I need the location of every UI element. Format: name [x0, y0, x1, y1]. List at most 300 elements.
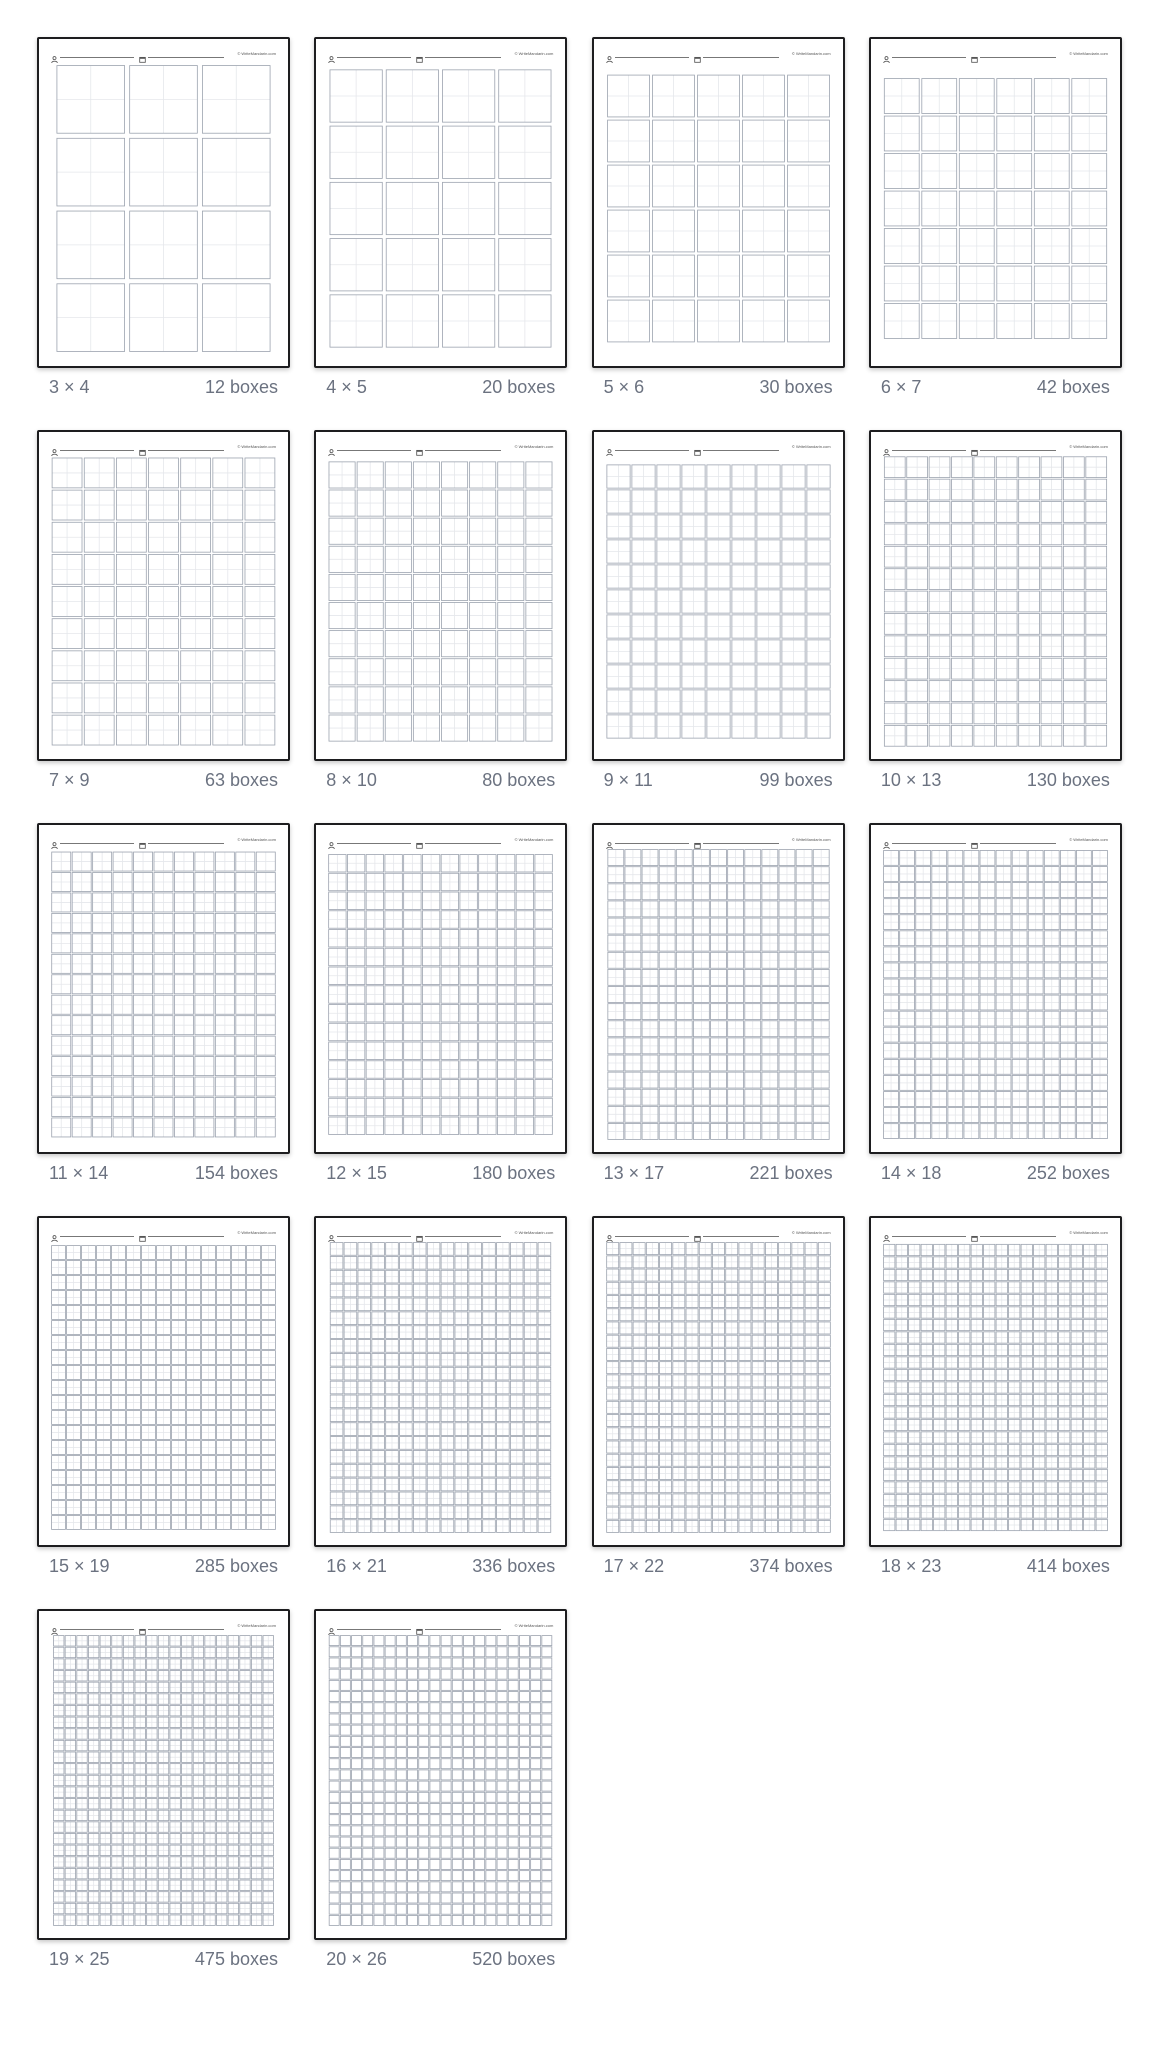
practice-box: [329, 1080, 346, 1097]
practice-box: [752, 1362, 764, 1374]
practice-box: [443, 295, 495, 347]
practice-box: [900, 1043, 915, 1058]
practice-box: [813, 969, 829, 985]
practice-box: [414, 1353, 427, 1366]
worksheet-preview[interactable]: [592, 1216, 845, 1547]
practice-box: [1019, 591, 1040, 612]
worksheet-preview[interactable]: [314, 1216, 567, 1547]
practice-box: [331, 1492, 344, 1505]
practice-box: [441, 1882, 451, 1892]
practice-box: [441, 1904, 451, 1914]
practice-box: [374, 1725, 384, 1735]
practice-box: [170, 1740, 180, 1750]
practice-box: [1021, 1457, 1032, 1468]
practice-box: [54, 1857, 64, 1867]
practice-box: [606, 1375, 618, 1387]
practice-box: [172, 1261, 186, 1275]
practice-box: [245, 554, 275, 584]
practice-box: [341, 1759, 351, 1769]
practice-box: [88, 1694, 98, 1704]
practice-box: [538, 1464, 551, 1477]
practice-box: [964, 1092, 979, 1107]
practice-box: [781, 615, 804, 638]
practice-box: [65, 1775, 75, 1785]
practice-box: [52, 1501, 66, 1515]
practice-box: [386, 1353, 399, 1366]
practice-box: [1033, 1332, 1044, 1343]
practice-box: [516, 855, 533, 872]
practice-box: [813, 850, 829, 866]
practice-box: [656, 590, 679, 613]
practice-box: [946, 1419, 957, 1430]
practice-box: [251, 1903, 261, 1913]
practice-box: [174, 1077, 193, 1096]
practice-box: [1034, 266, 1069, 301]
practice-box: [430, 1815, 440, 1825]
practice-box: [1083, 1294, 1094, 1305]
template-card[interactable]: [869, 1216, 1122, 1609]
practice-box: [262, 1351, 276, 1365]
practice-box: [1071, 1332, 1082, 1343]
practice-box: [1033, 1407, 1044, 1418]
practice-box: [693, 850, 709, 866]
practice-box: [1072, 266, 1107, 301]
practice-box: [900, 979, 915, 994]
practice-box: [408, 1725, 418, 1735]
practice-box: [453, 1703, 463, 1713]
practice-box: [974, 681, 995, 702]
practice-box: [907, 479, 928, 500]
practice-box: [1028, 915, 1043, 930]
practice-box: [157, 1396, 171, 1410]
practice-box: [971, 1419, 982, 1430]
practice-box: [659, 1428, 671, 1440]
practice-box: [363, 1680, 373, 1690]
practice-box: [170, 1868, 180, 1878]
worksheet-preview[interactable]: [592, 37, 845, 368]
practice-box: [739, 1348, 751, 1360]
practice-box: [1063, 457, 1084, 478]
practice-box: [778, 1348, 790, 1360]
practice-box: [659, 1507, 671, 1519]
practice-box: [154, 1057, 173, 1076]
practice-box: [498, 967, 515, 984]
worksheet-preview[interactable]: [37, 430, 290, 761]
practice-box: [67, 1396, 81, 1410]
practice-box: [352, 1658, 362, 1668]
practice-box: [127, 1471, 141, 1485]
practice-box: [739, 1309, 751, 1321]
practice-box: [659, 1441, 671, 1453]
worksheet-preview[interactable]: [37, 37, 290, 368]
practice-box: [441, 1353, 454, 1366]
worksheet-preview[interactable]: [869, 1216, 1122, 1547]
practice-box: [172, 1516, 186, 1530]
practice-box: [247, 1456, 261, 1470]
practice-box: [404, 911, 421, 928]
practice-box: [475, 1792, 485, 1802]
practice-box: [486, 1759, 496, 1769]
practice-box: [385, 1692, 395, 1702]
worksheet-preview[interactable]: [592, 430, 845, 761]
template-card[interactable]: [869, 823, 1122, 1216]
template-card[interactable]: [314, 37, 567, 430]
practice-box: [374, 1636, 384, 1646]
practice-box: [182, 1833, 192, 1843]
practice-box: [932, 995, 947, 1010]
practice-box: [344, 1270, 357, 1283]
practice-box: [980, 1075, 995, 1090]
practice-box: [1008, 1457, 1019, 1468]
practice-box: [974, 502, 995, 523]
practice-box: [765, 1335, 777, 1347]
practice-box: [142, 1516, 156, 1530]
practice-box: [731, 615, 754, 638]
practice-box: [625, 969, 641, 985]
practice-box: [921, 1507, 932, 1518]
practice-box: [531, 1759, 541, 1769]
practice-box: [980, 995, 995, 1010]
practice-box: [88, 1822, 98, 1832]
practice-box: [606, 515, 629, 538]
practice-box: [134, 1016, 153, 1035]
practice-box: [511, 1492, 524, 1505]
practice-box: [174, 954, 193, 973]
practice-box: [883, 1444, 894, 1455]
practice-box: [791, 1454, 803, 1466]
practice-box: [497, 1815, 507, 1825]
practice-box: [983, 1482, 994, 1493]
practice-box: [331, 1409, 344, 1422]
practice-box: [498, 1023, 515, 1040]
practice-box: [217, 1351, 231, 1365]
template-card[interactable]: [314, 1609, 567, 2002]
practice-box: [441, 1326, 454, 1339]
worksheet-preview[interactable]: [314, 37, 567, 368]
practice-box: [756, 515, 779, 538]
practice-box: [1072, 304, 1107, 339]
practice-box: [781, 665, 804, 688]
worksheet-preview[interactable]: [869, 430, 1122, 761]
worksheet-preview[interactable]: [314, 823, 567, 1154]
template-card[interactable]: [869, 430, 1122, 823]
worksheet-preview[interactable]: [314, 1609, 567, 1940]
practice-box: [725, 1428, 737, 1440]
practice-box: [633, 1309, 645, 1321]
practice-box: [127, 1261, 141, 1275]
practice-box: [215, 913, 234, 932]
practice-box: [366, 986, 383, 1003]
practice-box: [158, 1764, 168, 1774]
practice-box: [202, 1366, 216, 1380]
practice-box: [542, 1636, 552, 1646]
practice-box: [948, 931, 963, 946]
practice-box: [932, 867, 947, 882]
practice-box: [386, 715, 412, 741]
practice-box: [363, 1826, 373, 1836]
practice-box: [1096, 1257, 1107, 1268]
practice-box: [72, 1118, 91, 1137]
practice-box: [170, 1647, 180, 1657]
practice-box: [363, 1815, 373, 1825]
template-card[interactable]: [314, 430, 567, 823]
practice-box: [358, 1243, 371, 1256]
practice-box: [765, 1388, 777, 1400]
practice-box: [228, 1845, 238, 1855]
practice-box: [77, 1857, 87, 1867]
practice-box: [787, 210, 829, 252]
practice-box: [619, 1243, 631, 1255]
template-card[interactable]: [592, 823, 845, 1216]
practice-box: [65, 1752, 75, 1762]
practice-box: [341, 1669, 351, 1679]
practice-box: [112, 1501, 126, 1515]
practice-box: [896, 1469, 907, 1480]
practice-box: [646, 1428, 658, 1440]
practice-box: [980, 899, 995, 914]
practice-box: [82, 1486, 96, 1500]
practice-box: [408, 1680, 418, 1690]
practice-box: [756, 540, 779, 563]
template-card[interactable]: [314, 823, 567, 1216]
practice-box: [251, 1810, 261, 1820]
practice-box: [983, 1257, 994, 1268]
practice-box: [329, 1882, 339, 1892]
practice-box: [441, 1367, 454, 1380]
worksheet-preview[interactable]: [37, 823, 290, 1154]
practice-box: [693, 1106, 709, 1122]
practice-box: [498, 930, 515, 947]
practice-box: [1034, 79, 1069, 114]
practice-box: [778, 1309, 790, 1321]
practice-box: [1021, 1332, 1032, 1343]
practice-box: [54, 1833, 64, 1843]
practice-box: [385, 1748, 395, 1758]
practice-box: [54, 1915, 64, 1925]
practice-box: [262, 1411, 276, 1425]
practice-box: [54, 1880, 64, 1890]
practice-box: [1076, 979, 1091, 994]
practice-box: [228, 1880, 238, 1890]
practice-box: [453, 1647, 463, 1657]
practice-box: [123, 1682, 133, 1692]
practice-box: [538, 1340, 551, 1353]
practice-box: [538, 1367, 551, 1380]
practice-box: [404, 855, 421, 872]
practice-box: [217, 1486, 231, 1500]
practice-box: [441, 1803, 451, 1813]
practice-box: [1058, 1444, 1069, 1455]
practice-box: [1012, 931, 1027, 946]
practice-box: [787, 255, 829, 297]
practice-box: [453, 1904, 463, 1914]
practice-box: [419, 1815, 429, 1825]
practice-box: [619, 1454, 631, 1466]
practice-box: [1041, 524, 1062, 545]
practice-box: [329, 1904, 339, 1914]
practice-box: [933, 1394, 944, 1405]
practice-box: [215, 893, 234, 912]
template-card[interactable]: [37, 37, 290, 430]
practice-box: [404, 1042, 421, 1059]
practice-box: [100, 1810, 110, 1820]
practice-box: [933, 1494, 944, 1505]
practice-box: [341, 1859, 351, 1869]
practice-box: [72, 852, 91, 871]
practice-box: [182, 1799, 192, 1809]
practice-box: [400, 1284, 413, 1297]
practice-box: [385, 948, 402, 965]
practice-box: [1044, 1108, 1059, 1123]
practice-box: [263, 1799, 273, 1809]
practice-box: [646, 1481, 658, 1493]
practice-box: [516, 873, 533, 890]
practice-box: [659, 1072, 675, 1088]
template-card[interactable]: [592, 37, 845, 430]
practice-box: [455, 1492, 468, 1505]
practice-box: [916, 1075, 931, 1090]
practice-box: [497, 1381, 510, 1394]
practice-box: [805, 1348, 817, 1360]
practice-box: [607, 1072, 623, 1088]
practice-box: [341, 1848, 351, 1858]
practice-box: [172, 1351, 186, 1365]
practice-box: [182, 1880, 192, 1890]
practice-box: [93, 872, 112, 891]
practice-box: [796, 918, 812, 934]
practice-box: [400, 1506, 413, 1519]
practice-box: [112, 1276, 126, 1290]
practice-box: [710, 1004, 726, 1020]
practice-box: [907, 658, 928, 679]
practice-box: [983, 1457, 994, 1468]
practice-box: [232, 1366, 246, 1380]
practice-box: [791, 1520, 803, 1532]
practice-box: [1041, 636, 1062, 657]
practice-box: [52, 1411, 66, 1425]
practice-box: [363, 1647, 373, 1657]
template-card[interactable]: [37, 430, 290, 823]
practice-box: [606, 690, 629, 713]
practice-box: [329, 490, 355, 516]
practice-box: [372, 1256, 385, 1269]
practice-box: [1086, 613, 1107, 634]
practice-box: [752, 1520, 764, 1532]
worksheet-preview[interactable]: [37, 1216, 290, 1547]
practice-box: [441, 1080, 458, 1097]
practice-box: [607, 120, 649, 162]
practice-box: [400, 1256, 413, 1269]
worksheet-preview[interactable]: [869, 823, 1122, 1154]
practice-box: [908, 1319, 919, 1330]
practice-box: [67, 1366, 81, 1380]
practice-box: [441, 1450, 454, 1463]
practice-box: [1058, 1469, 1069, 1480]
practice-box: [414, 1256, 427, 1269]
practice-box: [1041, 457, 1062, 478]
practice-box: [123, 1764, 133, 1774]
practice-box: [414, 1270, 427, 1283]
practice-box: [971, 1357, 982, 1368]
box-count: 80 boxes: [482, 770, 556, 790]
practice-box: [1044, 947, 1059, 962]
practice-box: [756, 590, 779, 613]
practice-box: [958, 1519, 969, 1530]
practice-box: [744, 1038, 760, 1054]
template-card[interactable]: [869, 37, 1122, 430]
practice-box: [217, 1261, 231, 1275]
practice-box: [158, 1915, 168, 1925]
practice-box: [88, 1880, 98, 1890]
practice-box: [805, 1243, 817, 1255]
practice-box: [896, 1494, 907, 1505]
template-card[interactable]: [37, 1216, 290, 1609]
practice-box: [806, 515, 829, 538]
practice-box: [205, 1752, 215, 1762]
practice-box: [341, 1871, 351, 1881]
practice-box: [727, 1089, 743, 1105]
practice-box: [441, 1023, 458, 1040]
practice-box: [951, 524, 972, 545]
practice-box: [916, 995, 931, 1010]
practice-box: [400, 1298, 413, 1311]
practice-box: [727, 1072, 743, 1088]
practice-box: [761, 1106, 777, 1122]
practice-box: [84, 587, 114, 617]
practice-box: [520, 1837, 530, 1847]
template-card[interactable]: [592, 1216, 845, 1609]
practice-box: [443, 182, 495, 234]
practice-box: [329, 1915, 339, 1925]
worksheet-preview[interactable]: [37, 1609, 290, 1940]
practice-box: [996, 636, 1017, 657]
worksheet-preview[interactable]: [592, 823, 845, 1154]
practice-box: [52, 522, 82, 552]
practice-box: [202, 1411, 216, 1425]
practice-box: [240, 1647, 250, 1657]
practice-box: [710, 969, 726, 985]
practice-box: [147, 1810, 157, 1820]
practice-box: [460, 855, 477, 872]
template-card[interactable]: [37, 1609, 290, 2002]
practice-box: [479, 986, 496, 1003]
practice-box: [205, 1694, 215, 1704]
practice-box: [542, 1703, 552, 1713]
site-url: © WriteMandarin.com: [1069, 837, 1108, 842]
practice-box: [996, 1469, 1007, 1480]
template-card[interactable]: [592, 430, 845, 823]
practice-box: [996, 1257, 1007, 1268]
practice-box: [232, 1351, 246, 1365]
practice-box: [752, 1428, 764, 1440]
practice-box: [374, 1658, 384, 1668]
practice-box: [883, 1027, 898, 1042]
practice-box: [202, 1276, 216, 1290]
practice-box: [195, 1118, 214, 1137]
practice-box: [1021, 1432, 1032, 1443]
worksheet-preview[interactable]: [314, 430, 567, 761]
practice-box: [996, 1369, 1007, 1380]
practice-box: [348, 1080, 365, 1097]
worksheet-preview[interactable]: [869, 37, 1122, 368]
practice-box: [202, 1486, 216, 1500]
practice-box: [752, 1454, 764, 1466]
template-card[interactable]: [314, 1216, 567, 1609]
practice-box: [182, 1903, 192, 1913]
practice-box: [813, 935, 829, 951]
template-card[interactable]: [37, 823, 290, 1216]
practice-box: [686, 1256, 698, 1268]
